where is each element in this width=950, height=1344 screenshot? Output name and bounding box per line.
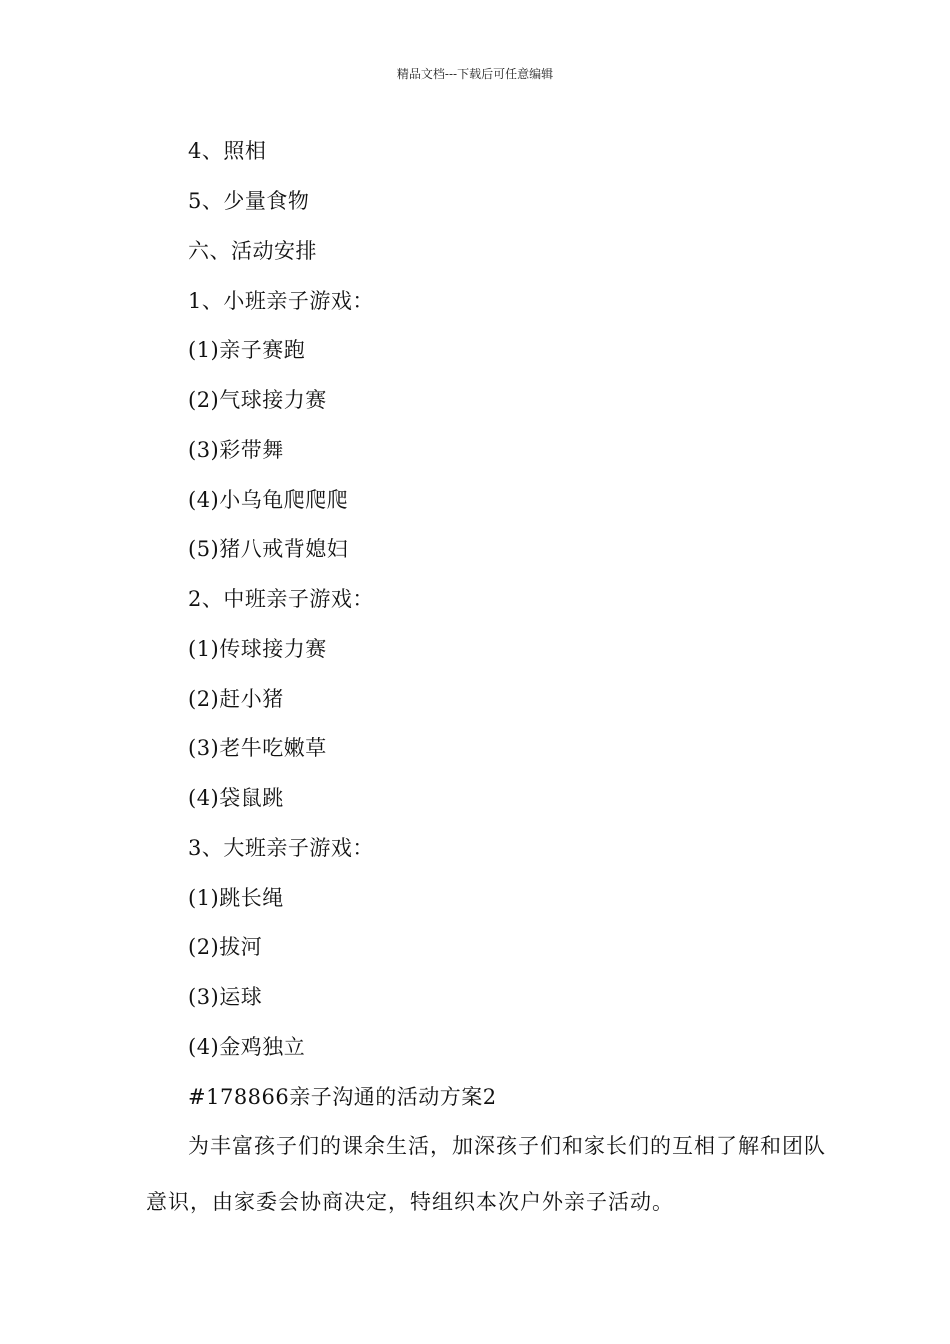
list-item: 4、照相 <box>188 139 267 163</box>
subsection-heading: 2、中班亲子游戏： <box>188 587 374 611</box>
list-item: (1)亲子赛跑 <box>188 338 306 362</box>
list-item: 5、少量食物 <box>188 189 310 213</box>
list-item: (1)跳长绳 <box>188 886 284 910</box>
list-item: (3)彩带舞 <box>188 438 284 462</box>
list-item: (3)运球 <box>188 985 263 1009</box>
list-item: (2)气球接力赛 <box>188 388 327 412</box>
list-item: (2)赶小猪 <box>188 687 284 711</box>
list-item: (4)小乌龟爬爬爬 <box>188 488 349 512</box>
body-paragraph: 为丰富孩子们的课余生活，加深孩子们和家长们的互相了解和团队意识，由家委会协商决定，特组织本次户外亲子活动。 <box>146 1134 826 1214</box>
document-title: #178866亲子沟通的活动方案2 <box>188 1085 497 1109</box>
page-header: 精品文档---下载后可任意编辑 <box>396 67 554 81</box>
list-item: (3)老牛吃嫩草 <box>188 736 327 760</box>
list-item: (5)猪八戒背媳妇 <box>188 537 349 561</box>
list-item: (1)传球接力赛 <box>188 637 327 661</box>
subsection-heading: 3、大班亲子游戏： <box>188 836 374 860</box>
list-item: (4)金鸡独立 <box>188 1035 306 1059</box>
list-item: (4)袋鼠跳 <box>188 786 284 810</box>
list-item: (2)拔河 <box>188 935 263 959</box>
section-heading: 六、活动安排 <box>188 239 317 263</box>
subsection-heading: 1、小班亲子游戏： <box>188 289 374 313</box>
